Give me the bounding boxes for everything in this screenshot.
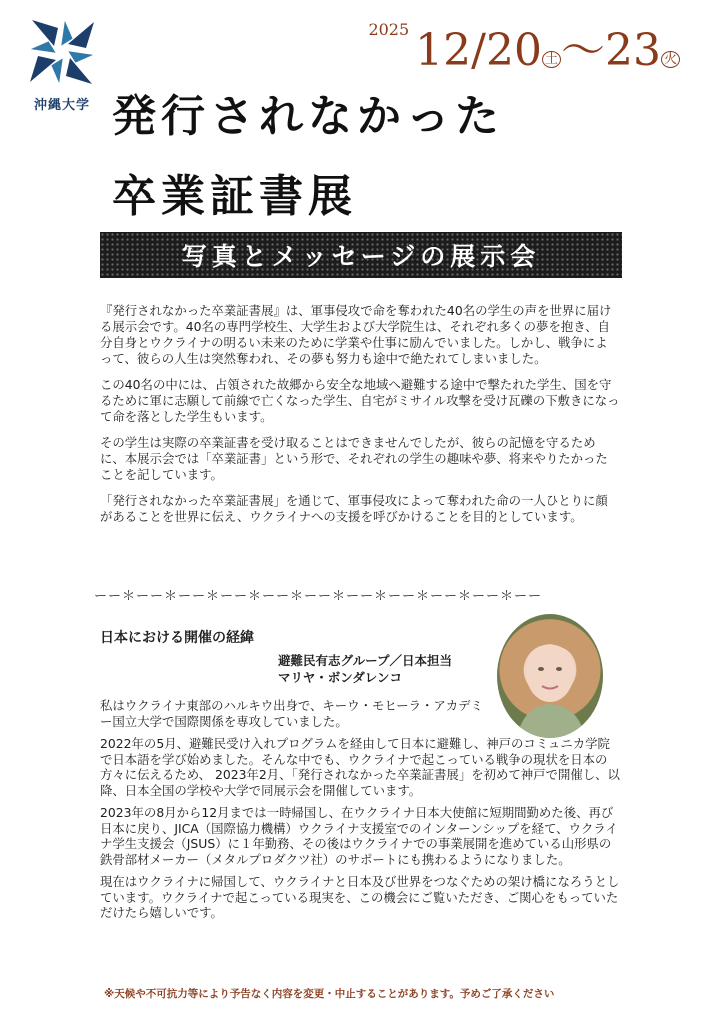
story-paragraph: 現在はウクライナに帰国して、ウクライナと日本及び世界をつなぐための架け橋になろうとしています。ウクライナで起こっている現実を、この機会にご覧いただき、ご関心をもっていただけたら嬉しいです。 — [100, 874, 620, 920]
story-paragraph: 2023年の8月から12月までは一時帰国し、在ウクライナ日本大使館に短期間勤めた後、再び日本に戻り、JICA（国際協力機構）ウクライナ支援室でのインターンシップを経て、ウクライナ学生支援会（JSUS）に１年勤務、その後はウクライナでの事業展開を進めている山形県の鉄骨部材メーカー（メタルプロダクツ社）のサポートにも携わるようになりました。 — [100, 805, 618, 867]
story-paragraph: 2022年の5月、避難民受け入れプログラムを経由して日本に避難し、神戸のコミュニカ学院で日本語を学び始めました。そんな中でも、ウクライナで起こっている戦争の現状を日本の方々に伝えるため、 2023年2月、「発行されなかった卒業証書展」を初めて神戸で開催し、以降、日本全国の学校や大学で同展示会を開催しています。 — [100, 736, 620, 798]
section-title: 日本における開催の経緯 — [100, 630, 254, 646]
subtitle-banner: 写真とメッセージの展示会 — [100, 232, 622, 278]
logo-text: 沖縄大学 — [33, 98, 90, 113]
intro-paragraph: その学生は実際の卒業証書を受け取ることはできませんでしたが、彼らの記憶を守るために、本展示会では「卒業証書」という形で、それぞれの学生の趣味や夢、将来やりたかったことを記しています。 — [100, 435, 608, 482]
title-line-1: 発行されなかった — [112, 91, 504, 142]
section-divider: ーー＊ーー＊ーー＊ーー＊ーー＊ーー＊ーー＊ーー＊ーー＊ーー＊ーー — [94, 589, 543, 604]
event-end-date: 23 — [604, 25, 661, 76]
title-line-2: 卒業証書展 — [112, 171, 357, 222]
author-group: 避難民有志グループ／日本担当 — [278, 653, 453, 668]
author-block — [278, 652, 452, 686]
story-text — [100, 698, 622, 928]
event-date-separator: 〜 — [560, 25, 605, 76]
event-end-weekday: 火 — [661, 51, 680, 68]
intro-text — [100, 303, 620, 535]
event-year: 2025 — [368, 20, 410, 39]
intro-paragraph: 「発行されなかった卒業証書展」を通じて、軍事侵攻によって奪われた命の一人ひとりに顔があることを世界に伝え、ウクライナへの支援を呼びかけることを目的としています。 — [100, 493, 608, 524]
intro-paragraph: この40名の中には、占領された故郷から安全な地域へ避難する途中で撃たれた学生、国を守るために軍に志願して前線で亡くなった学生、自宅がミサイル攻撃を受け瓦礫の下敷きになって命を落とした学生もいます。 — [100, 377, 620, 424]
event-start-date: 12/20 — [415, 25, 542, 76]
event-start-weekday: 土 — [542, 51, 561, 68]
story-paragraph: 私はウクライナ東部のハルキウ出身で、キーウ・モヒーラ・アカデミー国立大学で国際関係を専攻していました。 — [100, 698, 483, 729]
footer-notice: ※天候や不可抗力等により予告なく内容を変更・中止することがあります。予めご了承ください — [104, 988, 555, 1000]
intro-paragraph: 『発行されなかった卒業証書展』は、軍事侵攻で命を奪われた40名の学生の声を世界に届ける展示会です。40名の専門学校生、大学生および大学院生は、それぞれ多くの夢を抱き、自分自身とウクライナの明るい未来のために学業や仕事に励んでいました。しかし、戦争によって、彼らの人生は突然奪われ、その夢も努力も途中で絶たれてしまいました。 — [100, 303, 612, 366]
event-date — [368, 14, 680, 78]
author-name: マリヤ・ボンダレンコ — [278, 670, 402, 685]
